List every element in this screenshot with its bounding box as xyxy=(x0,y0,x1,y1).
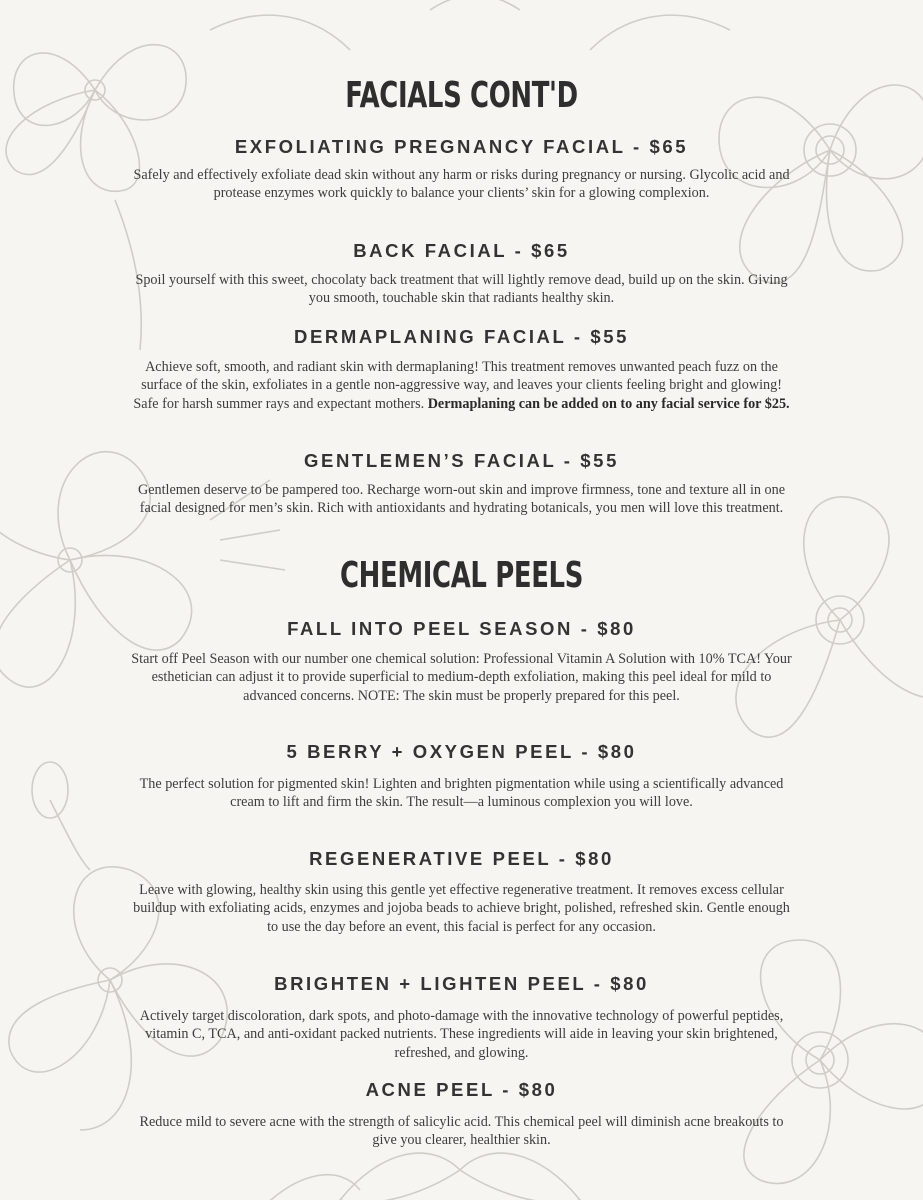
service-title: BRIGHTEN + LIGHTEN PEEL - $80 xyxy=(274,973,649,994)
service-description: Actively target discoloration, dark spots, and photo-damage with the innovative technology of powerful peptides, vitamin C, TCA, and anti-oxidant packed nutrients. These ingredients will aide in leaving your skin brightened, refreshed, and glowing. xyxy=(139,1008,784,1061)
service-description: Safely and effectively exfoliate dead skin without any harm or risks during pregnancy or nursing. Glycolic acid and protease enzymes work quickly to balance your clients’ skin for a glowing complexion. xyxy=(133,167,790,202)
service-description: Spoil yourself with this sweet, chocolaty back treatment that will lightly remove dead, build up on the skin. Giving you smooth, touchable skin that radiants healthy skin. xyxy=(135,272,788,307)
section-heading-facials: FACIALS CONT'D xyxy=(345,75,578,116)
leaves-bottom-center xyxy=(260,1153,580,1200)
service-title: ACNE PEEL - $80 xyxy=(365,1079,558,1100)
service-note: Dermaplaning can be added on to any facial service for $25. xyxy=(427,395,790,412)
service-description: Start off Peel Season with our number one chemical solution: Professional Vitamin A Solution with 10% TCA! Your esthetician can adjust it to provide superficial to medium-depth exfoliation, making this peel ideal for mild to advanced concerns. NOTE: The skin must be properly prepared for this peel. xyxy=(131,651,792,704)
service-title: GENTLEMEN’S FACIAL - $55 xyxy=(304,450,619,471)
service-title: EXFOLIATING PREGNANCY FACIAL - $65 xyxy=(234,136,689,157)
service-description: Gentlemen deserve to be pampered too. Recharge worn-out skin and improve firmness, tone and texture all in one facial designed for men’s skin. Rich with antioxidants and hydrating botanicals, you men will love this treatment. xyxy=(137,482,786,517)
service-title: FALL INTO PEEL SEASON - $80 xyxy=(287,618,636,639)
service-title: BACK FACIAL - $65 xyxy=(353,240,570,261)
leaves-top-center xyxy=(210,0,730,50)
service-description: The perfect solution for pigmented skin! Lighten and brighten pigmentation while using a scientifically advanced cream to lift and firm the skin. The result—a luminous complexion you will love. xyxy=(139,776,784,811)
service-description xyxy=(130,358,793,413)
service-title: 5 BERRY + OXYGEN PEEL - $80 xyxy=(286,741,637,762)
service-description-text: Achieve soft, smooth, and radiant skin with dermaplaning! This treatment removes unwanted peach fuzz on the surface of the skin, exfoliates in a gentle non-aggressive way, and leaves your clients feeling bright and glowing! Safe for harsh summer rays and expectant mothers. xyxy=(133,359,782,412)
service-title: REGENERATIVE PEEL - $80 xyxy=(309,848,614,869)
service-description: Leave with glowing, healthy skin using this gentle yet effective regenerative treatment. It removes excess cellular buildup with exfoliating acids, enzymes and jojoba beads to achieve bright, polished, refreshed skin. Gentle enough to use the day before an event, this facial is perfect for any occasion. xyxy=(133,882,790,935)
flower-bottom-left xyxy=(9,762,227,1130)
service-title: DERMAPLANING FACIAL - $55 xyxy=(294,326,629,347)
service-description: Reduce mild to severe acne with the strength of salicylic acid. This chemical peel will diminish acne breakouts to give you clearer, healthier skin. xyxy=(139,1114,784,1149)
section-heading-chemical-peels: CHEMICAL PEELS xyxy=(339,555,584,596)
